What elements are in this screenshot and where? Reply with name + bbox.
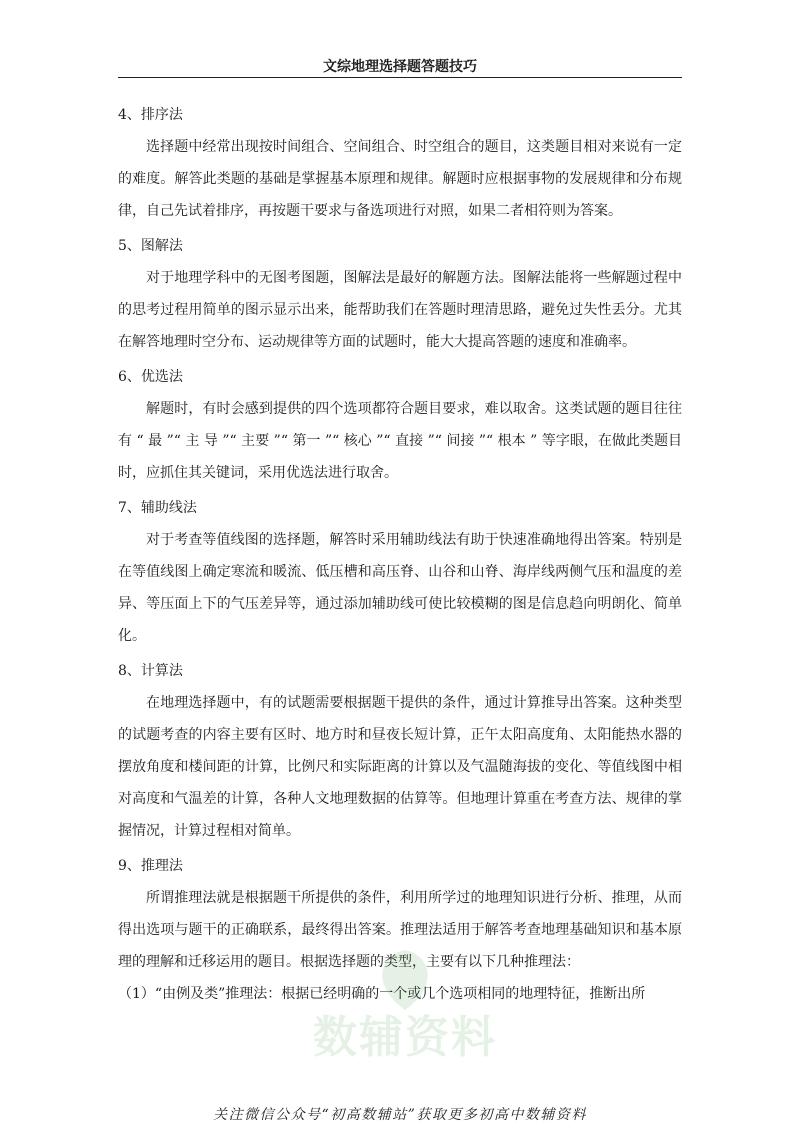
section-title: 4、排序法 (118, 107, 183, 123)
section-sorting (118, 99, 682, 227)
section-title: 8、计算法 (118, 663, 183, 679)
document-body (118, 96, 682, 1010)
section-paragraph: 解题时，有时会感到提供的四个选项都符合题目要求，难以取舍。这类试题的题目往往有 “ 最 ”“ 主 导 ”“ 主要 ”“ 第一 ”“ 核心 ”“ 直接 ”“ 间接 ”“ 根本 ” 等字眼，在做此类题目时，应抓住其关键词，采用优选法进行取舍。 (118, 401, 682, 481)
section-title: 7、辅助线法 (118, 500, 197, 516)
section-paragraph: 所谓推理法就是根据题干所提供的条件，利用所学过的地理知识进行分析、推理，从而得出选项与题干的正确联系，最终得出答案。推理法适用于解答考查地理基础知识和基本原理的理解和迁移运用的题目。根据选择题的类型，主要有以下几种推理法： (118, 890, 682, 970)
section-title: 9、推理法 (118, 858, 183, 874)
page-footer: 关注微信公众号“初高数辅站”获取更多初高中数辅资料 (213, 1107, 587, 1123)
section-auxiliary-line (118, 492, 682, 652)
section-diagram (118, 230, 682, 358)
watermark (300, 1005, 510, 1063)
section-paragraph: 在地理选择题中，有的试题需要根据题干提供的条件，通过计算推导出答案。这种类型的试题考查的内容主要有区时、地方时和昼夜长短计算，正午太阳高度角、太阳能热水器的摆放角度和楼间距的计算，比例尺和实际距离的计算以及气温随海拔的变化、等值线图中相对高度和气温差的计算，各种人文地理数据的估算等。但地理计算重在考查方法、规律的掌握情况，计算过程相对简单。 (118, 695, 682, 839)
watermark-leaf-icon (300, 945, 510, 1015)
section-calculation (118, 655, 682, 847)
watermark-text: 数辅资料 (313, 1011, 497, 1063)
section-optimal (118, 361, 682, 489)
header-divider (118, 77, 682, 78)
page-header-title: 文综地理选择题答题技巧 (323, 59, 477, 75)
section-paragraph: 选择题中经常出现按时间组合、空间组合、时空组合的题目，这类题目相对来说有一定的难度。解答此类题的基础是掌握基本原理和规律。解题时应根据事物的发展规律和分布规律，自己先试着排序，再按题干要求与备选项进行对照，如果二者相符则为答案。 (118, 139, 682, 219)
section-title: 5、图解法 (118, 238, 183, 254)
sub-item-line: （1）“由例及类”推理法：根据已经明确的一个或几个选项相同的地理特征，推断出所 (118, 986, 646, 1002)
section-title: 6、优选法 (118, 369, 183, 385)
section-paragraph: 对于地理学科中的无图考图题，图解法是最好的解题方法。图解法能将一些解题过程中的思考过程用简单的图示显示出来，能帮助我们在答题时理清思路，避免过失性丢分。尤其在解答地理时空分布、运动规律等方面的试题时，能大大提高答题的速度和准确率。 (118, 270, 682, 350)
section-paragraph: 对于考查等值线图的选择题，解答时采用辅助线法有助于快速准确地得出答案。特别是在等值线图上确定寒流和暖流、低压槽和高压脊、山谷和山脊、海岸线两侧气压和温度的差异、等压面上下的气压差异等，通过添加辅助线可使比较模糊的图是信息趋向明朗化、简单化。 (118, 532, 682, 644)
